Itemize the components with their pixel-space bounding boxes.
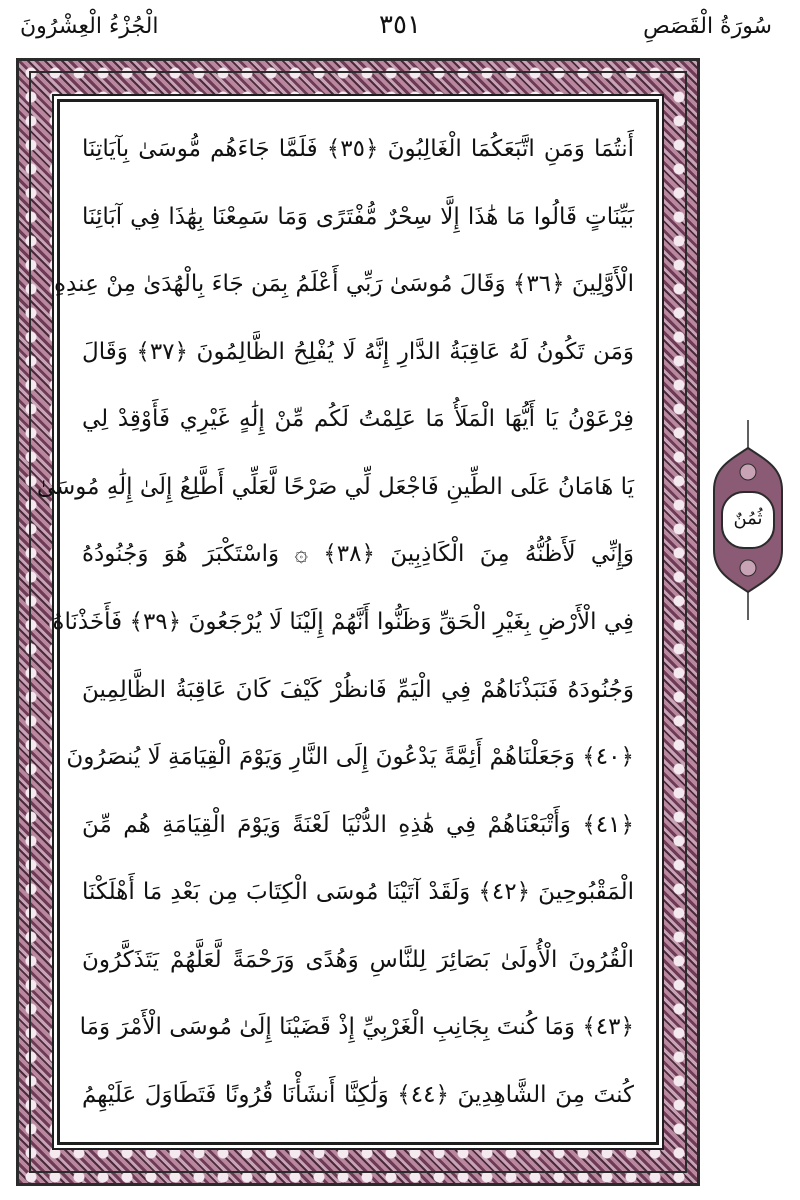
- margin-medallion: [708, 420, 788, 620]
- juz-name: الْجُزْءُ الْعِشْرُونَ: [20, 14, 159, 39]
- page-header: [0, 0, 800, 62]
- text-line-6: يَا هَامَانُ عَلَى الطِّينِ فَاجْعَل لِّي صَرْحًا لَّعَلِّي أَطَّلِعُ إِلَىٰ إِلَٰهِ مُوسَىٰ: [36, 473, 634, 500]
- ornamental-frame: [16, 58, 700, 1186]
- text-line-13: الْقُرُونَ الْأُولَىٰ بَصَائِرَ لِلنَّاسِ وَهُدًى وَرَحْمَةً لَّعَلَّهُمْ يَتَذَكَّرُونَ: [82, 946, 634, 973]
- page-number: ٣٥١: [379, 10, 421, 40]
- text-line-14: ﴿٤٣﴾ وَمَا كُنتَ بِجَانِبِ الْغَرْبِيِّ إِذْ قَضَيْنَا إِلَىٰ مُوسَى الْأَمْرَ وَمَا: [79, 1014, 634, 1041]
- text-panel: [36, 99, 659, 1145]
- text-line-3: الْأَوَّلِينَ ﴿٣٦﴾ وَقَالَ مُوسَىٰ رَبِّي أَعْلَمُ بِمَن جَاءَ بِالْهُدَىٰ مِنْ عِندِهِ: [54, 271, 634, 298]
- text-line-4: وَمَن تَكُونُ لَهُ عَاقِبَةُ الدَّارِ إِنَّهُ لَا يُفْلِحُ الظَّالِمُونَ ﴿٣٧﴾ وَقَالَ: [82, 338, 634, 365]
- text-line-9: وَجُنُودَهُ فَنَبَذْنَاهُمْ فِي الْيَمِّ فَانظُرْ كَيْفَ كَانَ عَاقِبَةُ الظَّالِمِينَ: [82, 676, 634, 703]
- text-line-2: بَيِّنَاتٍ قَالُوا مَا هَٰذَا إِلَّا سِحْرٌ مُّفْتَرًى وَمَا سَمِعْنَا بِهَٰذَا فِي آبَائِنَا: [82, 203, 634, 230]
- text-line-15: كُنتَ مِنَ الشَّاهِدِينَ ﴿٤٤﴾ وَلَٰكِنَّا أَنشَأْنَا قُرُونًا فَتَطَاوَلَ عَلَيْهِمُ: [82, 1081, 634, 1108]
- text-line-8: فِي الْأَرْضِ بِغَيْرِ الْحَقِّ وَظَنُّوا أَنَّهُمْ إِلَيْنَا لَا يُرْجَعُونَ ﴿٣٩﴾ فَأَخَذْنَاهُ: [52, 608, 634, 635]
- surah-name: سُورَةُ الْقَصَصِ: [643, 14, 772, 39]
- text-line-5: فِرْعَوْنُ يَا أَيُّهَا الْمَلَأُ مَا عَلِمْتُ لَكُم مِّنْ إِلَٰهٍ غَيْرِي فَأَوْقِدْ لِي: [82, 406, 634, 433]
- text-line-12: الْمَقْبُوحِينَ ﴿٤٢﴾ وَلَقَدْ آتَيْنَا مُوسَى الْكِتَابَ مِن بَعْدِ مَا أَهْلَكْنَا: [82, 879, 635, 906]
- quran-text-block: [36, 118, 635, 1126]
- text-line-7: وَإِنِّي لَأَظُنُّهُ مِنَ الْكَاذِبِينَ ﴿٣٨﴾ ۞ وَاسْتَكْبَرَ هُوَ وَجُنُودُهُ: [82, 541, 634, 568]
- hizb-marker-label: ثُمُنٌ: [733, 508, 763, 529]
- text-line-11: ﴿٤١﴾ وَأَتْبَعْنَاهُمْ فِي هَٰذِهِ الدُّنْيَا لَعْنَةً وَيَوْمَ الْقِيَامَةِ هُم مِّنَ: [82, 811, 634, 838]
- text-line-10: ﴿٤٠﴾ وَجَعَلْنَاهُمْ أَئِمَّةً يَدْعُونَ إِلَى النَّارِ وَيَوْمَ الْقِيَامَةِ لَا يُنصَرُونَ: [66, 744, 634, 771]
- text-line-1: أَنتُمَا وَمَنِ اتَّبَعَكُمَا الْغَالِبُونَ ﴿٣٥﴾ فَلَمَّا جَاءَهُم مُّوسَىٰ بِآيَاتِنَا: [82, 136, 634, 162]
